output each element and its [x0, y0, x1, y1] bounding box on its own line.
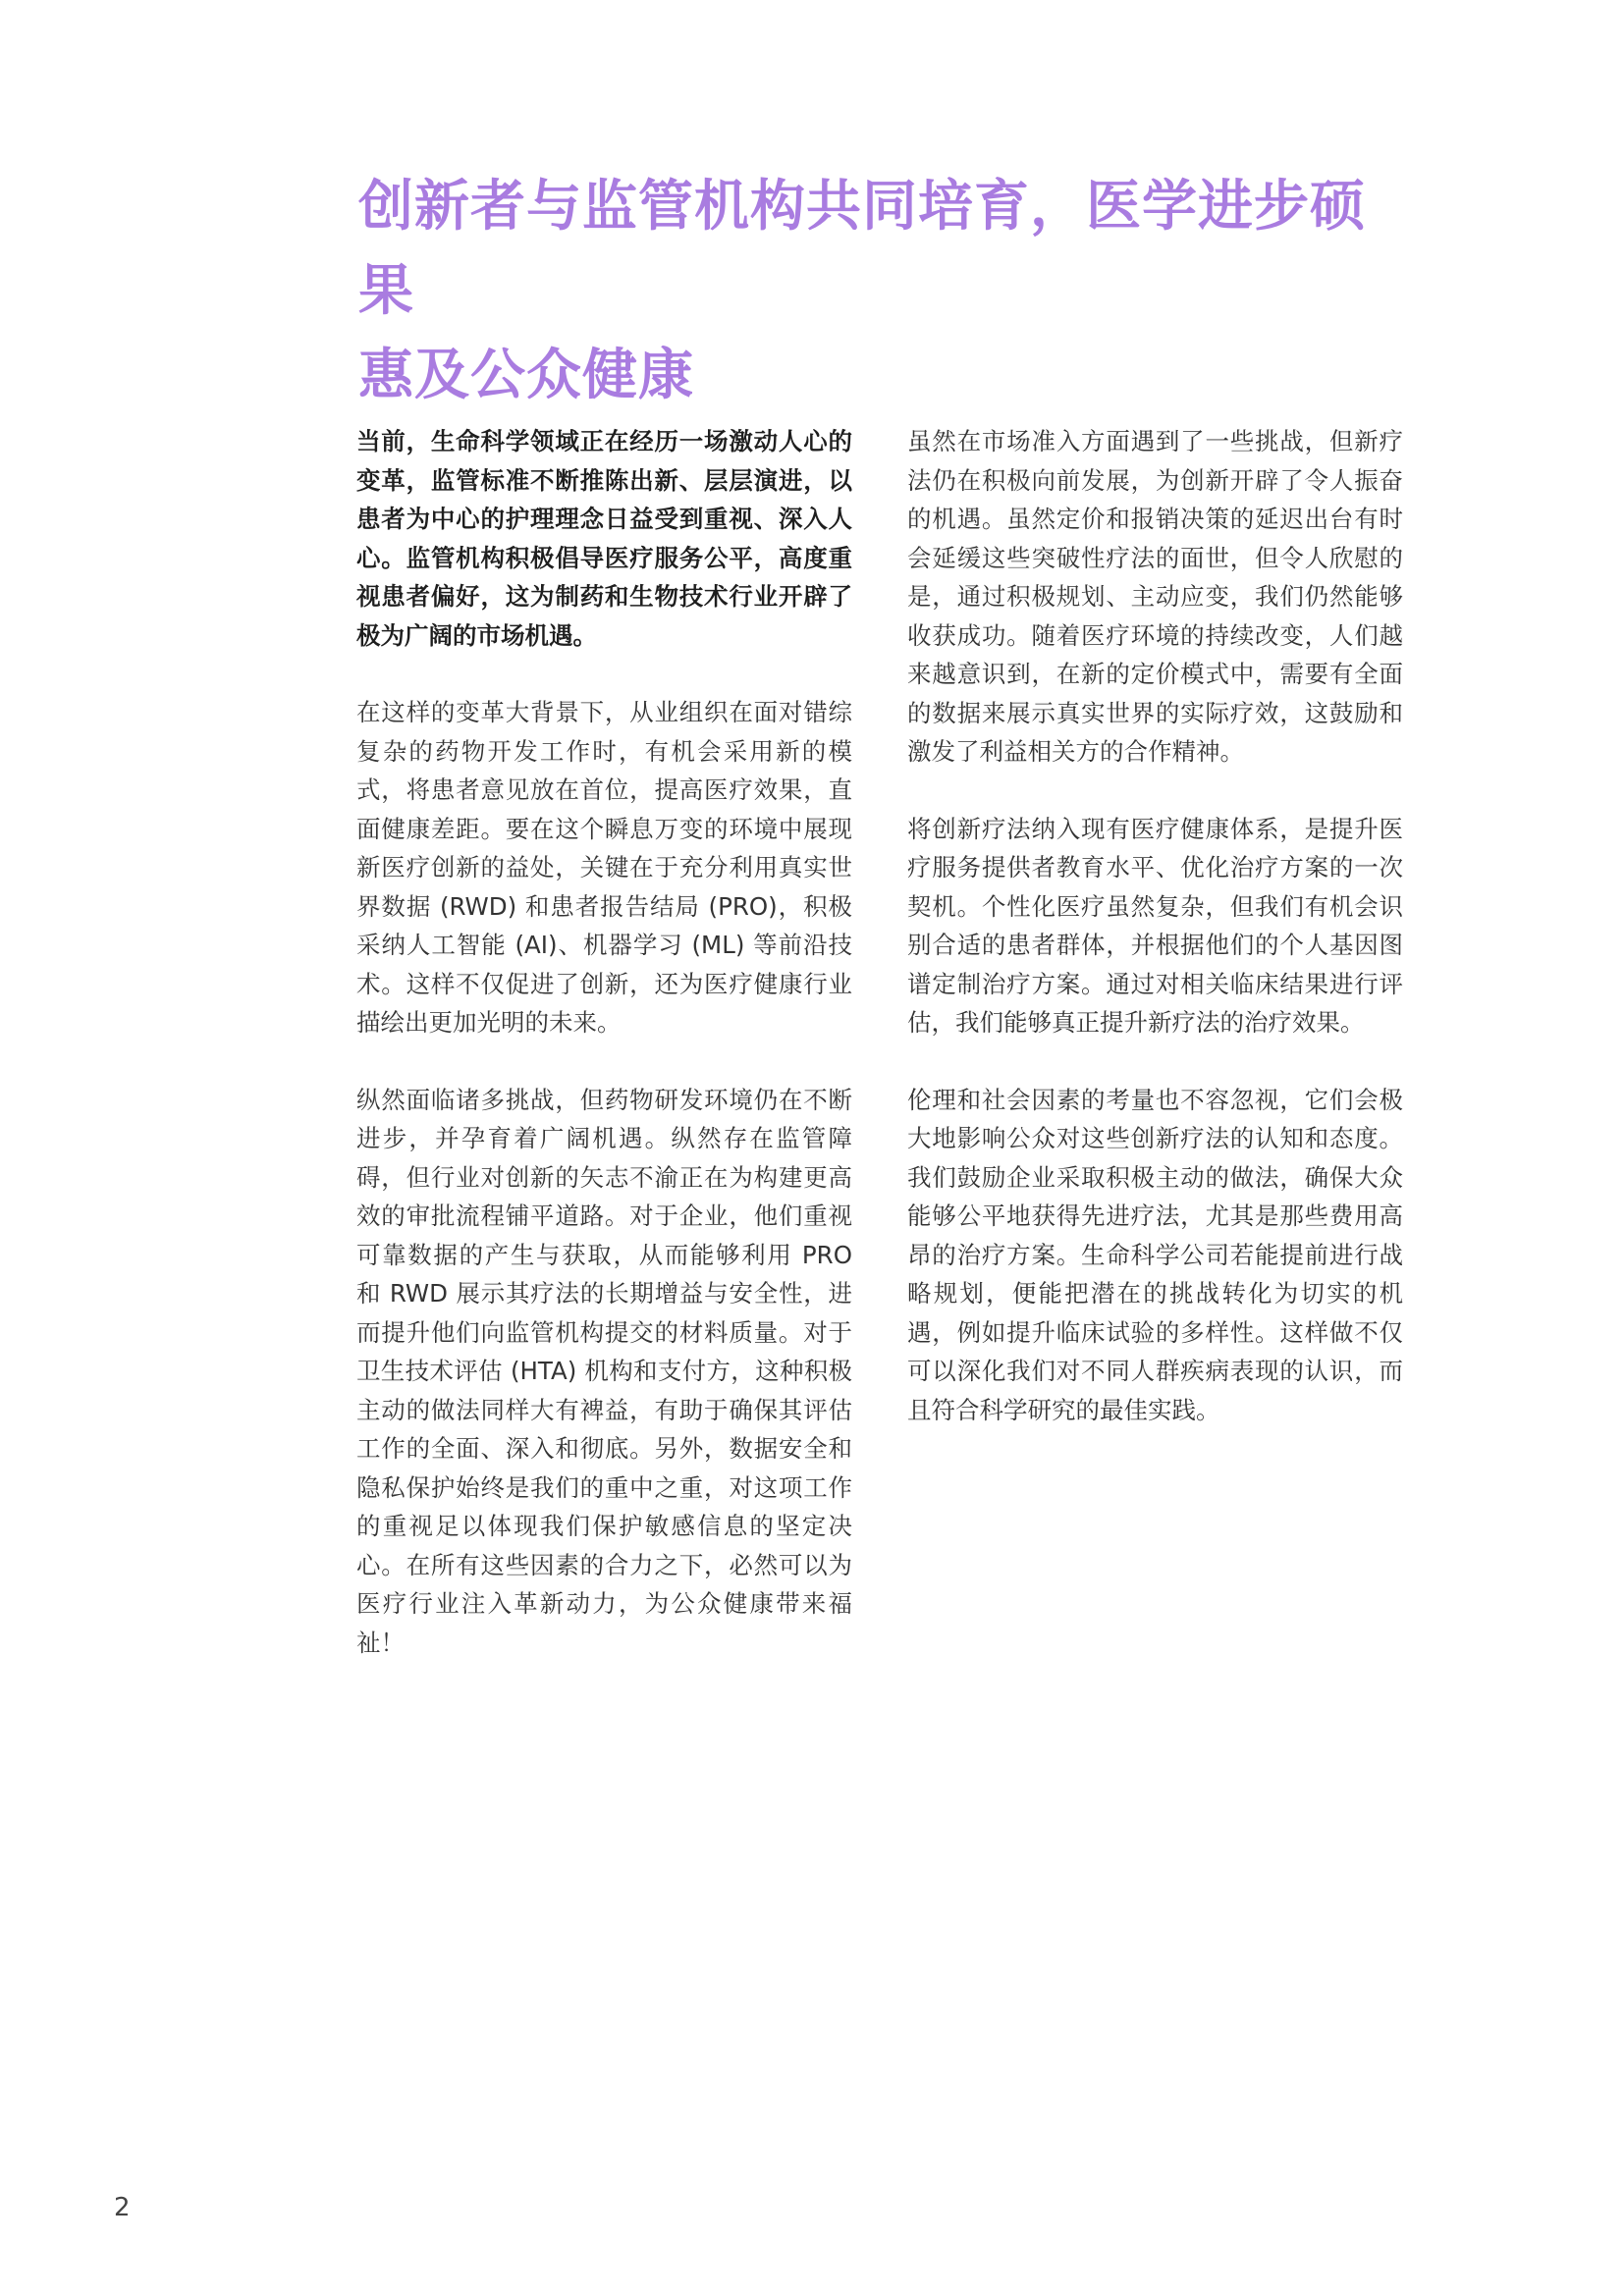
right-text-column — [907, 422, 1403, 1468]
page-title — [358, 165, 1419, 418]
lead-paragraph: 当前，生命科学领域正在经历一场激动人心的变革，监管标准不断推陈出新、层层演进，以患者为中心的护理理念日益受到重视、深入人心。监管机构积极倡导医疗服务公平，高度重视患者偏好，这为制药和生物技术行业开辟了极为广阔的市场机遇。 — [356, 427, 852, 650]
paragraph-change-background: 在这样的变革大背景下，从业组织在面对错综复杂的药物开发工作时，有机会采用新的模式，将患者意见放在首位，提高医疗效果，直面健康差距。要在这个瞬息万变的环境中展现新医疗创新的益处，关键在于充分利用真实世界数据 (RWD) 和患者报告结局 (PRO)，积极采纳人工智能 (AI)、机器学习 (ML) 等前沿技术。这样不仅促进了创新，还为医疗健康行业描绘出更加光明的未来。 — [356, 698, 852, 1037]
left-text-column — [356, 422, 852, 1700]
paragraph-healthcare-integration: 将创新疗法纳入现有医疗健康体系，是提升医疗服务提供者教育水平、优化治疗方案的一次契机。个性化医疗虽然复杂，但我们有机会识别合适的患者群体，并根据他们的个人基因图谱定制治疗方案。通过对相关临床结果进行评估，我们能够真正提升新疗法的治疗效果。 — [907, 814, 1403, 1037]
paragraph-challenges-opportunities: 纵然面临诸多挑战，但药物研发环境仍在不断进步，并孕育着广阔机遇。纵然存在监管障碍，但行业对创新的矢志不渝正在为构建更高效的审批流程铺平道路。对于企业，他们重视可靠数据的产生与获取，从而能够利用 PRO 和 RWD 展示其疗法的长期增益与安全性，进而提升他们向监管机构提交的材料质量。对于卫生技术评估 (HTA) 机构和支付方，这种积极主动的做法同样大有裨益，有助于确保其评估工作的全面、深入和彻底。另外，数据安全和隐私保护始终是我们的重中之重，对这项工作的重视足以体现我们保护敏感信息的坚定决心。在所有这些因素的合力之下，必然可以为医疗行业注入革新动力，为公众健康带来福祉！ — [356, 1085, 852, 1657]
page-title-line-2: 惠及公众健康 — [358, 344, 694, 407]
page-title-line-1: 创新者与监管机构共同培育，医学进步硕果 — [358, 175, 1366, 323]
page-number: 2 — [114, 2193, 131, 2222]
paragraph-market-access: 虽然在市场准入方面遇到了一些挑战，但新疗法仍在积极向前发展，为创新开辟了令人振奋的机遇。虽然定价和报销决策的延迟出台有时会延缓这些突破性疗法的面世，但令人欣慰的是，通过积极规划、主动应变，我们仍然能够收获成功。随着医疗环境的持续改变，人们越来越意识到，在新的定价模式中，需要有全面的数据来展示真实世界的实际疗效，这鼓励和激发了利益相关方的合作精神。 — [907, 427, 1403, 766]
paragraph-ethics-society: 伦理和社会因素的考量也不容忽视，它们会极大地影响公众对这些创新疗法的认知和态度。我们鼓励企业采取积极主动的做法，确保大众能够公平地获得先进疗法，尤其是那些费用高昂的治疗方案。生命科学公司若能提前进行战略规划，便能把潜在的挑战转化为切实的机遇，例如提升临床试验的多样性。这样做不仅可以深化我们对不同人群疾病表现的认识，而且符合科学研究的最佳实践。 — [907, 1085, 1403, 1424]
